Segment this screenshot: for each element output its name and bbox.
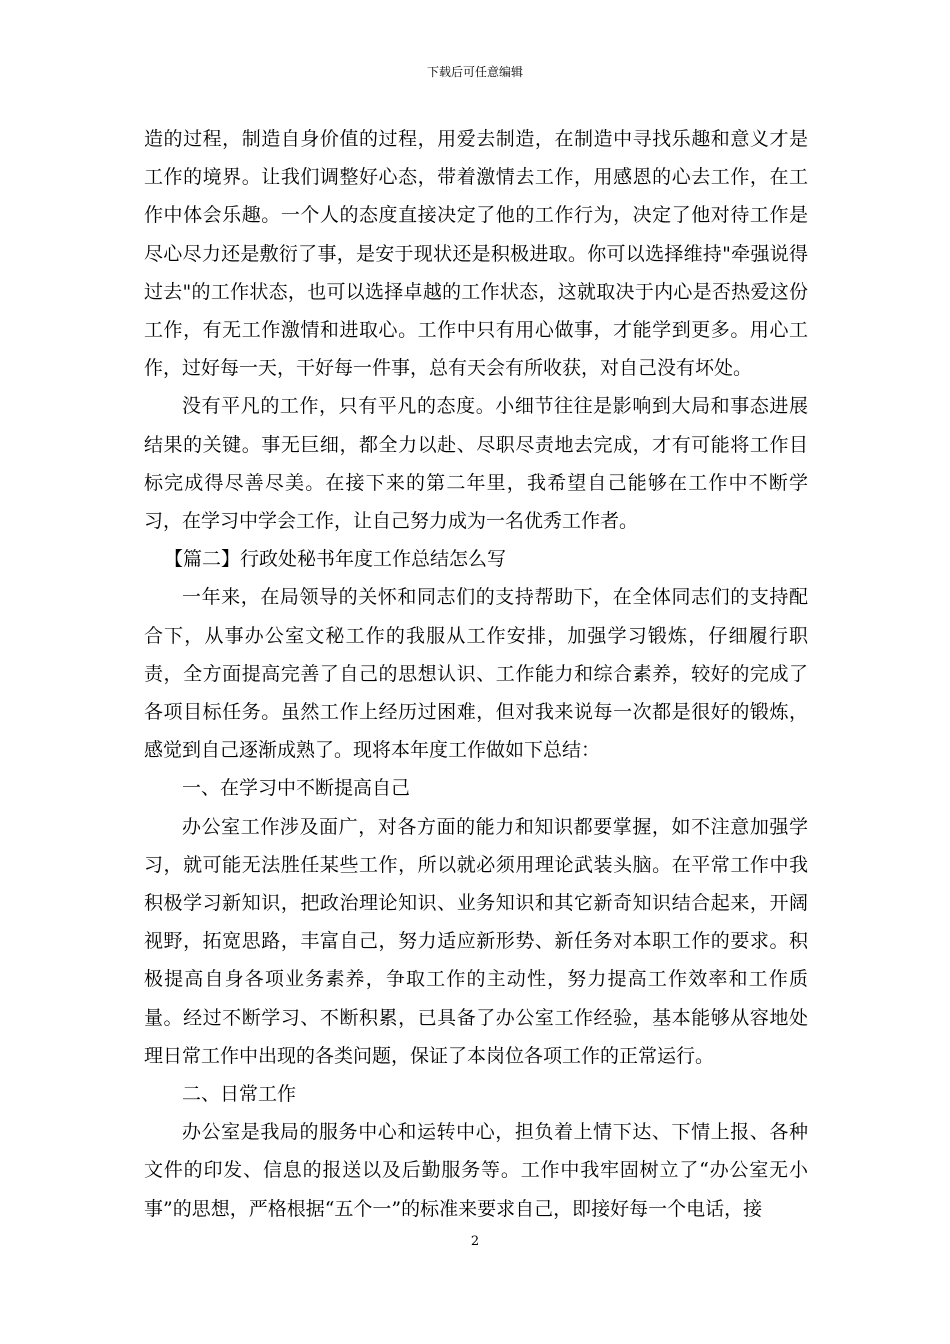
paragraph: 办公室是我局的服务中心和运转中心，担负着上情下达、下情上报、各种文件的印发、信息的报送以及后勤服务等。工作中我牢固树立了“办公室无小事”的思想，严格根据“五个一”的标准来要求自己，即接好每一个电话，接 bbox=[144, 1121, 808, 1220]
section-title: 【篇二】行政处秘书年度工作总结怎么写 bbox=[164, 548, 507, 571]
paragraph-continuation: 造的过程，制造自身价值的过程，用爱去制造，在制造中寻找乐趣和意义才是工作的境界。让我们调整好心态，带着激情去工作，用感恩的心去工作，在工作中体会乐趣。一个人的态度直接决定了他的工作行为，决定了他对待工作是尽心尽力还是敷衍了事，是安于现状还是积极进取。你可以选择维持"牵强说得过去"的工作状态，也可以选择卓越的工作状态，这就取决于内心是否热爱这份工作，有无工作激情和进取心。工作中只有用心做事，才能学到更多。用心工作，过好每一天，干好每一件事，总有天会有所收获，对自己没有坏处。 bbox=[144, 128, 808, 380]
subsection-heading: 二、日常工作 bbox=[182, 1083, 297, 1106]
document-body bbox=[144, 120, 808, 1228]
subsection-heading: 一、在学习中不断提高自己 bbox=[182, 777, 411, 800]
paragraph: 办公室工作涉及面广，对各方面的能力和知识都要掌握，如不注意加强学习，就可能无法胜任某些工作，所以就必须用理论武装头脑。在平常工作中我积极学习新知识，把政治理论知识、业务知识和其它新奇知识结合起来，开阔视野，拓宽思路，丰富自己，努力适应新形势、新任务对本职工作的要求。积极提高自身各项业务素养，争取工作的主动性，努力提高工作效率和工作质量。经过不断学习、不断积累，已具备了办公室工作经验，基本能够从容地处理日常工作中出现的各类问题，保证了本岗位各项工作的正常运行。 bbox=[144, 815, 808, 1067]
paragraph: 没有平凡的工作，只有平凡的态度。小细节往往是影响到大局和事态进展结果的关键。事无巨细，都全力以赴、尽职尽责地去完成，才有可能将工作目标完成得尽善尽美。在接下来的第二年里，我希望自己能够在工作中不断学习，在学习中学会工作，让自己努力成为一名优秀工作者。 bbox=[144, 395, 808, 533]
page-number: 2 bbox=[470, 1234, 480, 1249]
paragraph: 一年来，在局领导的关怀和同志们的支持帮助下，在全体同志们的支持配合下，从事办公室文秘工作的我服从工作安排，加强学习锻炼，仔细履行职责，全方面提高完善了自己的思想认识、工作能力和综合素养，较好的完成了各项目标任务。虽然工作上经历过困难，但对我来说每一次都是很好的锻炼，感觉到自己逐渐成熟了。现将本年度工作做如下总结： bbox=[144, 586, 808, 762]
page-header: 下载后可任意编辑 bbox=[426, 65, 523, 79]
